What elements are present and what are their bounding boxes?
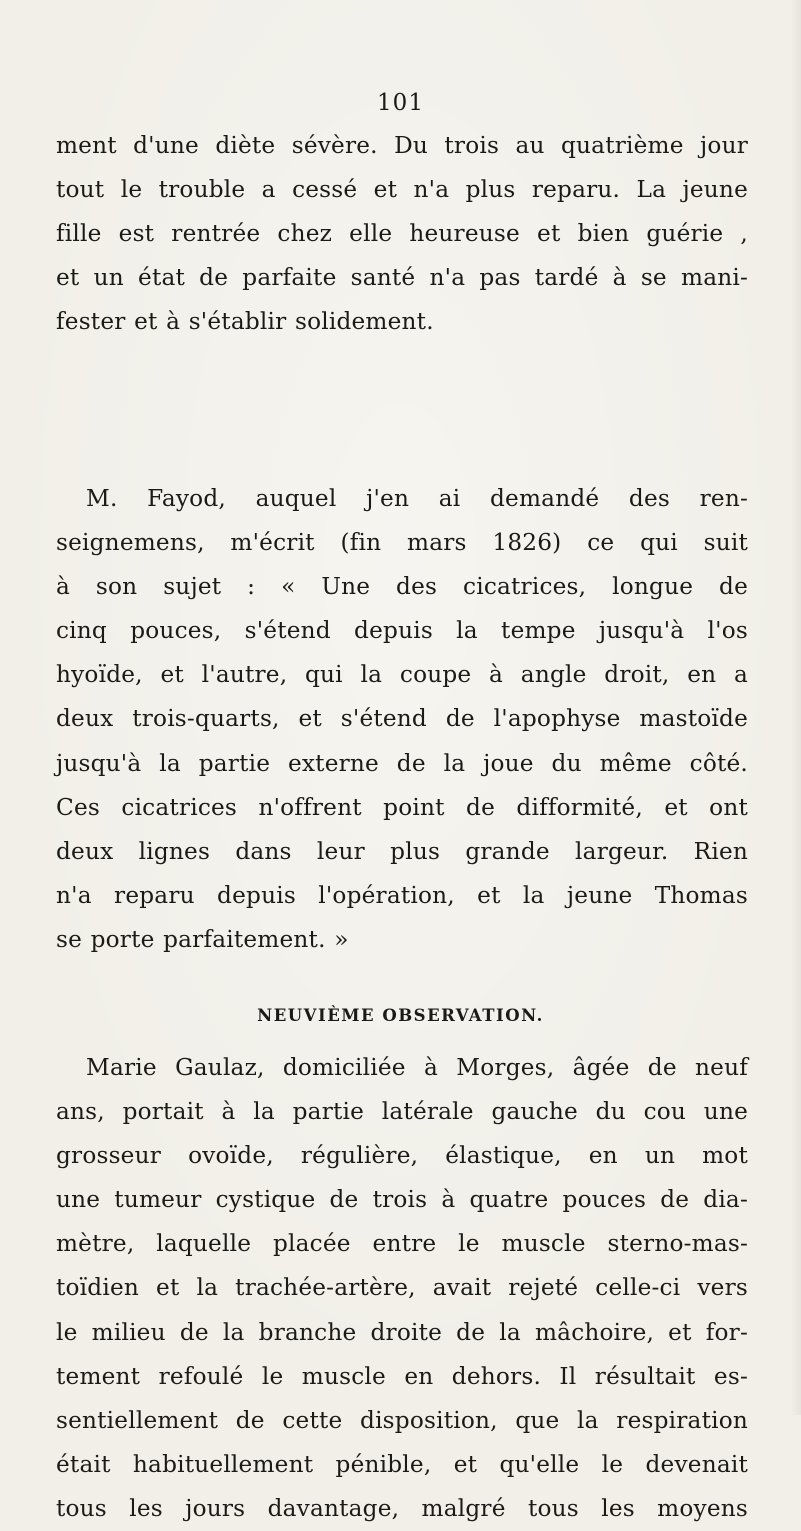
text-line: tous les jours davantage, malgré tous les moyens (56, 1494, 748, 1522)
text-line: fille est rentrée chez elle heureuse et bien guérie , (56, 220, 748, 248)
section-heading: NEUVIÈME OBSERVATION. (257, 1006, 544, 1025)
text-line: à son sujet : « Une des cicatrices, longue de (56, 573, 748, 601)
text-line: Marie Gaulaz, domiciliée à Morges, âgée de neuf (86, 1054, 748, 1081)
page-number: 101 (377, 90, 424, 116)
text-line: deux trois-quarts, et s'étend de l'apophyse mastoïde (56, 705, 748, 733)
text-line: jusqu'à la partie externe de la joue du même côté. (56, 749, 748, 777)
text-line: Ces cicatrices n'offrent point de difformité, et ont (56, 793, 748, 821)
page-edge-shadow (791, 0, 801, 1415)
text-line: n'a reparu depuis l'opération, et la jeune Thomas (56, 881, 748, 909)
text-line: cinq pouces, s'étend depuis la tempe jusqu'à l'os (56, 617, 748, 645)
text-line: hyoïde, et l'autre, qui la coupe à angle droit, en a (56, 661, 748, 689)
text-line: deux lignes dans leur plus grande largeur. Rien (56, 837, 748, 865)
text-line: seignemens, m'écrit (fin mars 1826) ce qui suit (56, 529, 748, 557)
text-line: sentiellement de cette disposition, que la respiration (56, 1406, 748, 1434)
text-line: se porte parfaitement. » (56, 925, 349, 953)
text-line: mètre, laquelle placée entre le muscle sterno-mas- (56, 1230, 748, 1258)
paragraph-1 (56, 124, 748, 344)
text-line: une tumeur cystique de trois à quatre pouces de dia- (56, 1186, 748, 1214)
text-line: M. Fayod, auquel j'en ai demandé des ren- (86, 485, 748, 512)
paragraph-3 (56, 1046, 748, 1531)
text-line: le milieu de la branche droite de la mâchoire, et for- (56, 1318, 748, 1346)
text-line: tout le trouble a cessé et n'a plus reparu. La jeune (56, 176, 748, 204)
text-line: et un état de parfaite santé n'a pas tardé à se mani- (56, 264, 748, 292)
text-line: ans, portait à la partie latérale gauche du cou une (56, 1098, 748, 1126)
paragraph-2 (56, 477, 748, 962)
text-line: était habituellement pénible, et qu'elle le devenait (56, 1450, 748, 1478)
text-line: grosseur ovoïde, régulière, élastique, en un mot (56, 1142, 748, 1170)
text-line: tement refoulé le muscle en dehors. Il résultait es- (56, 1362, 748, 1390)
text-line: ment d'une diète sévère. Du trois au quatrième jour (56, 132, 748, 159)
text-line: fester et à s'établir solidement. (56, 308, 434, 336)
text-line: toïdien et la trachée-artère, avait rejeté celle-ci vers (56, 1274, 748, 1302)
